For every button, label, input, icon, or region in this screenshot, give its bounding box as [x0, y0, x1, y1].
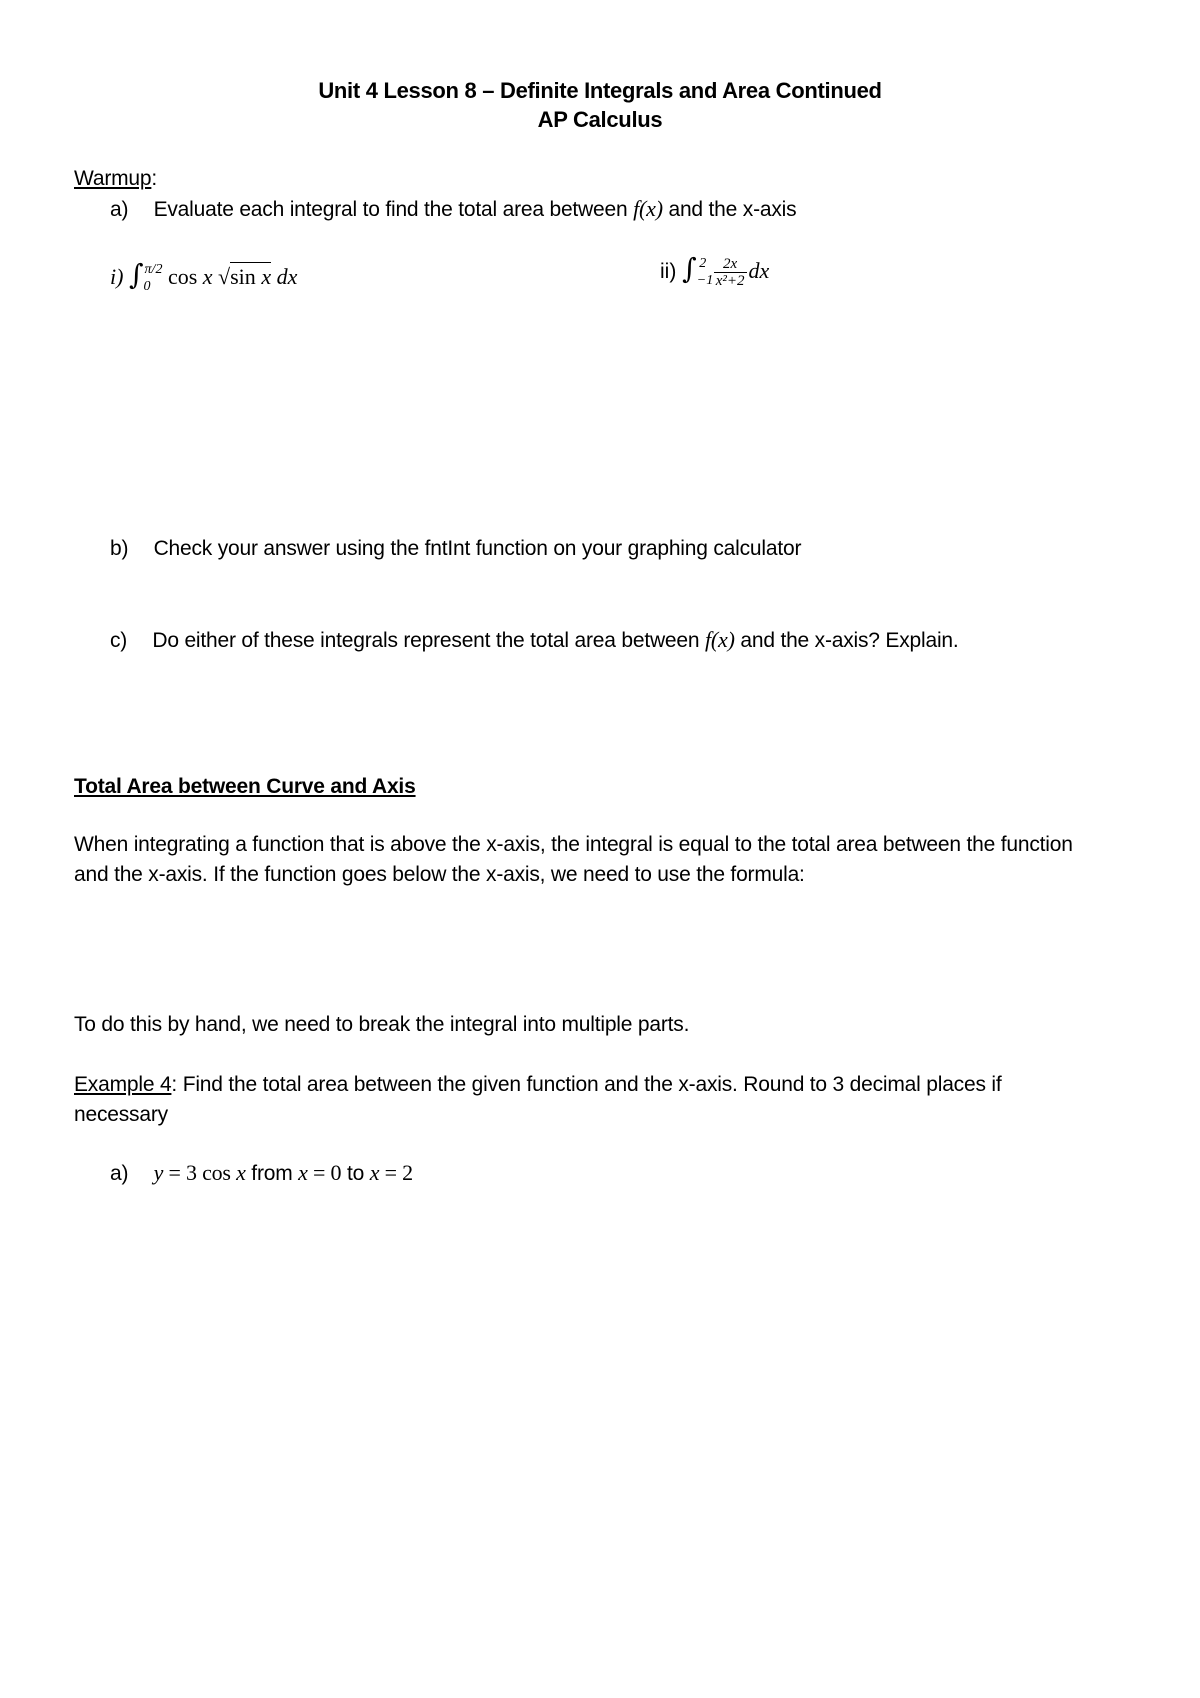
- item-c-text-after: and the x-axis? Explain.: [734, 629, 959, 652]
- integral-ii-lower: −1: [696, 273, 714, 288]
- item-a-text-before: Evaluate each integral to find the total area between: [153, 198, 634, 221]
- item-b-text: Check your answer using the fntInt function on your graphing calculator: [153, 537, 802, 560]
- example-4-a-cos: cos: [202, 1160, 231, 1185]
- integral-i-label: i): [110, 264, 124, 289]
- warmup-item-a: [110, 196, 796, 222]
- total-area-paragraph: When integrating a function that is above the x-axis, the integral is equal to the total area between the function and the x-axis. If the function goes below the x-axis, we need to use the formula:: [74, 833, 1073, 886]
- item-c-label: c): [110, 629, 128, 652]
- item-a-label: a): [110, 198, 129, 221]
- example-4-a-y: y: [153, 1160, 164, 1185]
- section-heading-total-area: Total Area between Curve and Axis: [74, 775, 416, 798]
- example-4-a-eq3: = 2: [379, 1160, 413, 1185]
- item-a-text-after: and the x-axis: [662, 198, 797, 221]
- example-4-a-x2: x: [298, 1160, 308, 1185]
- integral-ii-fraction: [714, 256, 747, 289]
- warmup-heading: [74, 167, 157, 191]
- integral-i: [110, 258, 297, 295]
- example-4-text: : Find the total area between the given function and the x-axis. Round to 3 decimal places if necessary: [74, 1073, 1002, 1126]
- example-4-a-eq2: = 0: [307, 1160, 342, 1185]
- integral-ii-upper: 2: [699, 256, 707, 271]
- integral-i-x: x: [202, 264, 213, 289]
- integral-i-upper: π/2: [144, 262, 163, 277]
- integral-ii-dx: dx: [748, 258, 770, 283]
- example-4-a-x1: x: [230, 1160, 246, 1185]
- example-4-prompt: [74, 1070, 1094, 1130]
- integral-ii: [660, 252, 769, 289]
- example-4-label: Example 4: [74, 1073, 172, 1096]
- page-title: Unit 4 Lesson 8 – Definite Integrals and Area Continued: [318, 78, 882, 103]
- integral-i-sin: sin: [230, 264, 256, 289]
- integral-i-dx: dx: [276, 264, 298, 289]
- warmup-item-b: [110, 537, 801, 561]
- integral-ii-numerator: 2x: [714, 256, 747, 273]
- sqrt-icon: √: [218, 264, 231, 289]
- integral-i-cos: cos: [167, 264, 198, 289]
- integral-ii-denominator: x²+2: [715, 273, 745, 290]
- page-subtitle: AP Calculus: [537, 107, 663, 132]
- integral-sign-icon: ∫: [682, 252, 697, 285]
- example-4-a-x3: x: [369, 1160, 380, 1185]
- item-a-fx: f(x): [633, 196, 663, 221]
- integral-ii-label: ii): [660, 260, 677, 283]
- integral-i-lower: 0: [143, 279, 151, 294]
- warmup-colon: :: [151, 167, 158, 190]
- warmup-label: Warmup: [74, 167, 152, 190]
- example-4-a-to: to: [341, 1162, 370, 1185]
- item-b-label: b): [110, 537, 129, 560]
- item-c-text-before: Do either of these integrals represent the total area between: [152, 629, 705, 652]
- example-4-a-eq1: = 3: [163, 1160, 203, 1185]
- example-4-a-label: a): [110, 1162, 129, 1185]
- warmup-item-c: [110, 627, 959, 653]
- example-4-a-from: from: [245, 1162, 299, 1185]
- item-c-fx: f(x): [705, 627, 735, 652]
- integral-sign-icon: ∫: [128, 258, 144, 291]
- integral-i-x2: x: [261, 264, 272, 289]
- example-4-item-a: [110, 1160, 413, 1186]
- by-hand-text: To do this by hand, we need to break the integral into multiple parts.: [74, 1013, 690, 1036]
- integral-i-radicand: [230, 262, 271, 289]
